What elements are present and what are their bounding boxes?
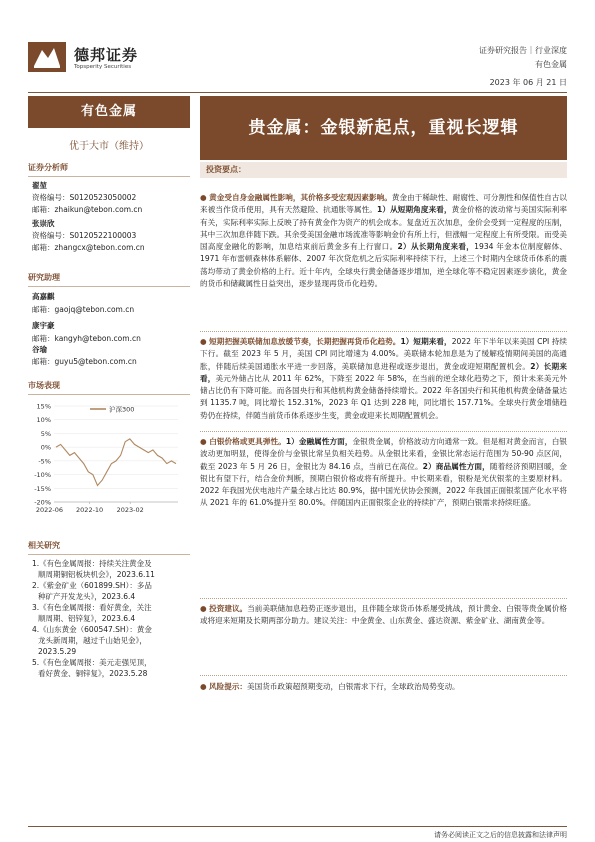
bullet-icon: ●	[200, 682, 210, 691]
y-tick-label: 15%	[36, 402, 51, 411]
paragraph-segment: 黄金价格的波动常与美国实际利率有关，实际利率实际上反映了持有黄金作为资产的机会成本。复盘近五次加息，金价会受到一定程度的压制，其中三次加息伴随下跌。其余受美国金融市场流准等影响金价有所上行，但涨幅一定程度上有所受限。而受美国高度金融化的影响，加息结束前后黄金多有上行窗口。	[200, 205, 568, 252]
related-research-list	[32, 558, 192, 679]
report-industry: 有色金属	[535, 60, 567, 69]
paragraph-gold-attributes	[200, 192, 567, 290]
paragraph-investment-advice	[200, 603, 567, 628]
analyst-email[interactable]: 邮箱：zhangcx@tebon.com.cn	[32, 243, 145, 252]
paragraph-segment: 黄金受自身金融属性影响，其价格多受宏观因素影响。	[209, 193, 392, 202]
brand-name: 德邦证券	[74, 46, 139, 64]
paragraph-segment: 1）短期来看，	[400, 337, 452, 346]
legend-label: 沪深300	[109, 405, 135, 414]
x-tick-label: 2022-10	[76, 506, 104, 514]
bullet-icon: ●	[200, 604, 210, 613]
analyst-cert: 资格编号：S0120522100003	[32, 231, 137, 240]
paragraph-segment: 白银价格或更具弹性。	[209, 437, 286, 446]
analyst-name: 张崇欣	[32, 219, 55, 228]
paragraph-divider	[200, 331, 567, 332]
related-item[interactable]: 2.《紫金矿业（601899.SH）：多品 种矿产开发龙头》，2023.6.4	[32, 581, 152, 601]
y-tick-label: -15%	[34, 484, 51, 493]
series-line-hs300	[56, 439, 176, 486]
company-logo	[28, 42, 66, 72]
related-item[interactable]: 3.《有色金属周报：看好黄金，关注 顺周期、铝锌复》，2023.6.4	[32, 603, 152, 623]
report-title: 贵金属：金银新起点，重视长逻辑	[200, 96, 567, 160]
paragraph-segment: 美国货币政策超预期变动，白银需求下行，全球政治局势变动。	[247, 682, 460, 691]
assistant-name: 高嘉麒	[32, 292, 55, 301]
x-tick-label: 2022-06	[35, 506, 63, 514]
paragraph-segment: 1934 年金本位制度解体、1971 年布雷顿森林体系解体、2007 年次贷危机之后实际利率持续下行，上述三个时期内全球货币体系的震荡均带动了黄金价格的上行。近十年内，全球央行黄金储备逐步增加，逆全球化等不稳定因素逐步演化，黄金的货币和储藏属性日益突出，逐步显现再货币化趋势。	[200, 242, 567, 289]
y-tick-label: 5%	[40, 429, 51, 438]
paragraph-short-long-term	[200, 336, 567, 422]
paragraph-segment: 当前美联储加息趋势正逐步退出，且伴随全球货币体系屡受挑战，预计黄金、白银等贵金属价格或将迎来短期及长期两部分助力。建议关注：中金黄金、山东黄金、盛达资源、紫金矿业、湖南黄金等。	[200, 604, 567, 626]
paragraph-segment: 2）从长期角度来看，	[397, 242, 475, 252]
paragraph-risk-warning	[200, 681, 567, 693]
paragraph-segment: 2）长期来看，	[200, 361, 567, 383]
bullet-icon: ●	[200, 337, 210, 346]
report-date: 2023 年 06 月 21 日	[489, 78, 567, 87]
footer-divider	[28, 826, 567, 827]
paragraph-divider	[200, 675, 567, 676]
paragraph-segment: 短期把握美联储加息放缓节奏，长期把握再货币化趋势。	[209, 337, 401, 346]
x-tick-label: 2023-02	[116, 506, 144, 514]
assistant-name: 康宇豪	[32, 321, 55, 330]
paragraph-segment: 黄金由于稀缺性、耐腐性、可分割性和保值性自古以来被当作货币使用，具有天然避险、抗通胀等属性。	[200, 193, 568, 215]
paragraph-segment: 1）金融属性方面，	[285, 437, 353, 446]
footer-disclaimer: 请务必阅读正文之后的信息披露和法律声明	[434, 831, 567, 839]
y-tick-label: 0%	[40, 443, 51, 452]
brand-english-name: Topsperity Securities	[74, 64, 132, 70]
rating: 优于大市（维持）	[69, 141, 149, 152]
analyst-section-title: 证券分析师	[28, 162, 190, 177]
assistant-email[interactable]: 邮箱：kangyh@tebon.com.cn	[32, 334, 141, 343]
sector-banner: 有色金属	[28, 96, 190, 128]
y-tick-label: -20%	[34, 498, 51, 507]
assistant-section-title: 研究助理	[28, 272, 190, 287]
header-divider	[28, 92, 567, 93]
market-performance-chart	[28, 398, 190, 522]
paragraph-segment: 1）从短期角度来看，	[377, 205, 452, 215]
related-item[interactable]: 4.《山东黄金（600547.SH）：黄金 龙头新周期，越过千山始见金》， 2023.5.29	[32, 625, 152, 656]
paragraph-segment: 美元外储占比从 2011 年 62%，下降至 2022 年 58%，在当前的逆全球化趋势之下，预计未来美元外储占比仍有下降可能。而各国央行和其他机构黄金储备持续增长。2022 年各国央行和其他机构黄金储备量达到 1135.7 吨，同比增长 152.31%，2023 年 Q1 达到 228 吨，同比增长 157.71%。全球央行黄金增储趋势仍在持续，伴随当前货币体系逐步生变，黄金或迎来长周期配置机会。	[200, 373, 568, 420]
paragraph-segment: 2）商品属性方面，	[422, 461, 490, 471]
report-meta	[479, 44, 567, 72]
paragraph-divider	[200, 431, 567, 432]
assistant-email[interactable]: 邮箱：guyu5@tebon.com.cn	[32, 357, 137, 366]
paragraph-segment: 金银贵金属，价格波动方向通常一致。但是相对黄金而言，白银波动更加明显，使得金价与金银比常呈负相关趋势。从金银比来看，金银比常态运行范围为 50-90 点区间，截至 2023 年 5 月 26 日，金银比为 84.16 点，当前已在高位。	[200, 437, 568, 471]
related-section-title: 相关研究	[28, 540, 190, 555]
related-item[interactable]: 5.《有色金属周报：美元走强见顶， 看好黄金、铜锌复》，2023.5.28	[32, 658, 152, 678]
paragraph-silver-elasticity	[200, 436, 567, 510]
related-item[interactable]: 1.《有色金属周报：持续关注黄金及 顺周期铜铝板块机会》，2023.6.11	[32, 559, 155, 579]
y-tick-label: -5%	[38, 457, 51, 466]
analyst-name: 翟堃	[32, 181, 47, 190]
y-tick-label: -10%	[34, 471, 51, 480]
y-tick-label: 10%	[36, 416, 51, 425]
paragraph-divider	[200, 598, 567, 599]
investment-highlights-header: 投资要点：	[200, 162, 567, 178]
market-section-title: 市场表现	[28, 380, 190, 395]
bullet-icon: ●	[200, 193, 210, 202]
analyst-email[interactable]: 邮箱：zhaikun@tebon.com.cn	[32, 205, 143, 214]
paragraph-segment: 投资建议。	[209, 604, 248, 613]
paragraph-segment: 风险提示：	[209, 682, 248, 691]
paragraph-segment: 2022 年下半年以来美国 CPI 持续下行。截至 2023 年 5 月，美国 CPI 同比增速为 4.00%。美联储本轮加息是为了缓解疫情期间美国的高通胀，伴随后续美国通胀水平进一步回落，美联储加息进程或逐步退出，黄金或迎短期配置机会。	[200, 337, 567, 371]
analyst-cert: 资格编号：S0120523050002	[32, 193, 137, 202]
assistant-name: 谷瑜	[32, 345, 47, 354]
bullet-icon: ●	[200, 437, 210, 446]
report-type: 证券研究报告｜行业深度	[479, 46, 567, 55]
paragraph-segment: 随着经济预期回暖，金银比有望下行，结合金价判断，预期白银价格或将有所提升。中长期来看，银粉是光伏银浆的主要原材料。2022 年我国光伏电池片产量全球占比达 80.9%，据中国光伏协会预测，2022 年我国正面银浆国产化水平将从 2021 年的 61.0%提升至 80.0%。伴随国内正面银浆企业的持续扩产，预期白银需求持续旺盛。	[200, 461, 567, 508]
assistant-email[interactable]: 邮箱：gaojq@tebon.com.cn	[32, 305, 135, 314]
